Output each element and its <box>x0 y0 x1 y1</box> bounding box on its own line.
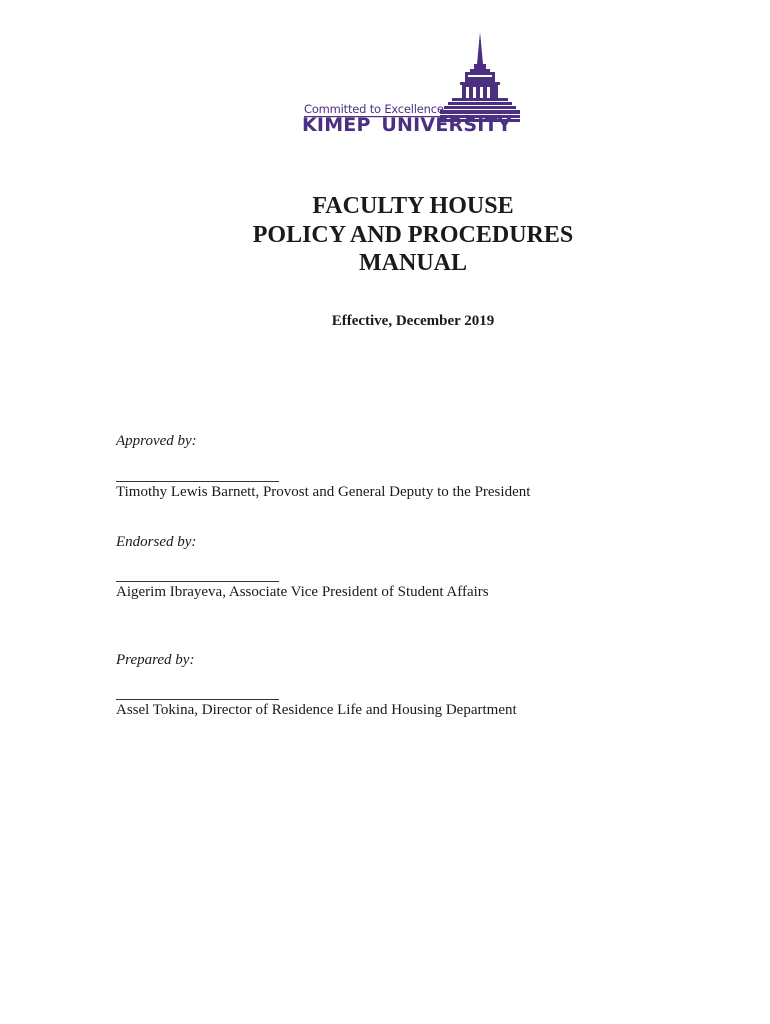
effective-date: Effective, December 2019 <box>331 313 495 329</box>
prepared-signature-line <box>116 699 279 700</box>
endorsed-by-name: Aigerim Ibrayeva, Associate Vice President of Student Affairs <box>116 584 489 600</box>
title-line-2: POLICY AND PROCEDURES <box>252 221 574 248</box>
approved-signature-line <box>116 481 279 482</box>
logo-university-name: KIMEP UNIVERSITY <box>302 114 512 136</box>
logo-tagline: Committed to Excellence <box>304 102 444 116</box>
prepared-by-label: Prepared by: <box>116 652 195 668</box>
document-title <box>0 192 770 278</box>
endorsed-signature-line <box>116 581 279 582</box>
endorsed-by-label: Endorsed by: <box>116 534 197 550</box>
title-line-3: MANUAL <box>359 250 467 276</box>
university-logo <box>302 30 524 140</box>
prepared-by-name: Assel Tokina, Director of Residence Life and Housing Department <box>116 702 517 718</box>
approved-by-name: Timothy Lewis Barnett, Provost and General Deputy to the President <box>116 484 531 500</box>
approved-by-label: Approved by: <box>116 433 197 449</box>
title-line-1: FACULTY HOUSE <box>312 193 514 219</box>
